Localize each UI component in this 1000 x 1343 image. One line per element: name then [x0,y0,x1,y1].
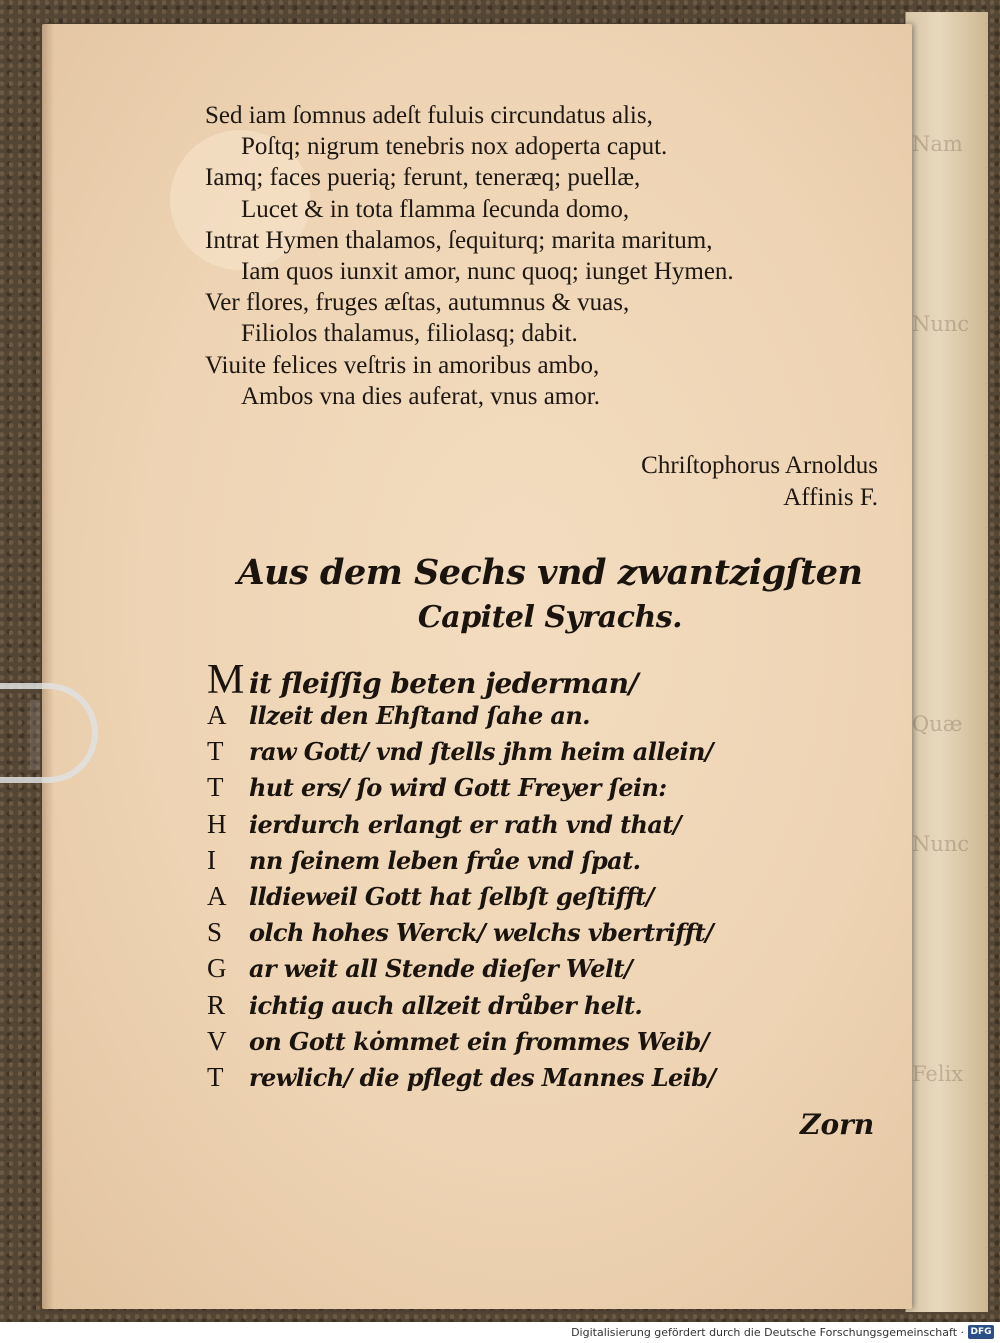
acrostic-initial: M [207,657,245,703]
clip-shadow [30,700,40,770]
heading-line-2: Capitel Syrachs. [417,600,683,635]
acrostic-line [207,736,887,772]
latin-poem [205,100,895,412]
acrostic-initial: R [207,989,226,1020]
acrostic-line [207,656,887,703]
author-signature [641,450,878,514]
acrostic-text: ichtig auch allzeit drůber helt. [249,990,643,1020]
poem-line: Iam quos iunxit amor, nunc quoq; iunget Hymen. [241,258,734,286]
acrostic-text: lldieweil Gott hat ſelbſt geſtifft/ [249,881,654,911]
acrostic-text: hut ers/ ſo wird Gott Freyer ſein: [249,773,667,803]
acrostic-initial: A [207,700,227,730]
acrostic-line [207,772,887,808]
acrostic-line [207,845,887,881]
author-title: Affinis F. [783,484,878,511]
acrostic-initial: I [207,844,216,875]
acrostic-text: olch hohes Werck/ welchs vbertrifft/ [249,918,714,948]
acrostic-line [207,990,887,1026]
poem-line: Ver flores, fruges æſtas, autumnus & vuas, [205,289,630,317]
acrostic-text: it fleiſſig beten jederman/ [249,667,638,700]
page-gutter-shadow [42,24,54,1309]
poem-line: Poſtq; nigrum tenebris nox adoperta caput. [241,133,668,161]
acrostic-initial: T [207,736,224,767]
acrostic-initial: S [207,917,223,948]
acrostic-line [207,1062,887,1098]
acrostic-line [207,809,887,845]
author-name: Chriſtophorus Arnoldus [641,452,878,479]
poem-line: Viuite felices veſtris in amoribus ambo, [205,351,600,379]
acrostic-line [207,881,887,917]
acrostic-line [207,1026,887,1062]
acrostic-line [207,917,887,953]
acrostic-initial: V [207,1025,227,1056]
acrostic-line [207,700,887,736]
acrostic-line [207,953,887,989]
poem-line: Lucet & in tota flamma ſecunda domo, [241,195,630,223]
acrostic-initial: H [207,808,227,839]
poem-line: Ambos vna dies auferat, vnus amor. [241,382,600,410]
acrostic-initial: A [207,880,227,911]
acrostic-text: on Gott kȯmmet ein frommes Weib/ [249,1026,709,1056]
catchword: Zorn [800,1108,875,1141]
acrostic-poem [207,656,887,1098]
heading-line-1: Aus dem Sechs vnd zwantzigſten [237,552,863,593]
facing-page-edge: Nam Nunc Quæ Nunc Felix [905,12,988,1312]
acrostic-text: llzeit den Ehſtand ſahe an. [249,701,590,730]
poem-line: Sed iam ſomnus adeſt fuluis circundatus alis, [205,102,653,129]
funding-credit: Digitalisierung gefördert durch die Deutsche Forschungsgemeinschaft · [571,1326,964,1339]
acrostic-initial: T [207,1061,224,1092]
poem-line: Filiolos thalamus, filiolasq; dabit. [241,320,578,348]
acrostic-initial: T [207,772,224,803]
poem-line: Intrat Hymen thalamos, ſequiturq; marita maritum, [205,226,713,254]
acrostic-text: rewlich/ die pflegt des Mannes Leib/ [249,1062,716,1092]
section-heading [230,548,870,638]
acrostic-text: nn ſeinem leben frůe vnd ſpat. [249,845,641,875]
page-clip-icon [0,683,98,783]
dfg-logo-icon: DFG [968,1325,994,1339]
acrostic-initial: G [207,953,227,984]
acrostic-text: raw Gott/ vnd ſtells jhm heim allein/ [249,737,713,767]
acrostic-text: ar weit all Stende dieſer Welt/ [249,954,633,984]
acrostic-text: ierdurch erlangt er rath vnd that/ [249,809,682,839]
poem-line: Iamq; faces puerią; ferunt, teneræq; puellæ, [205,164,641,192]
